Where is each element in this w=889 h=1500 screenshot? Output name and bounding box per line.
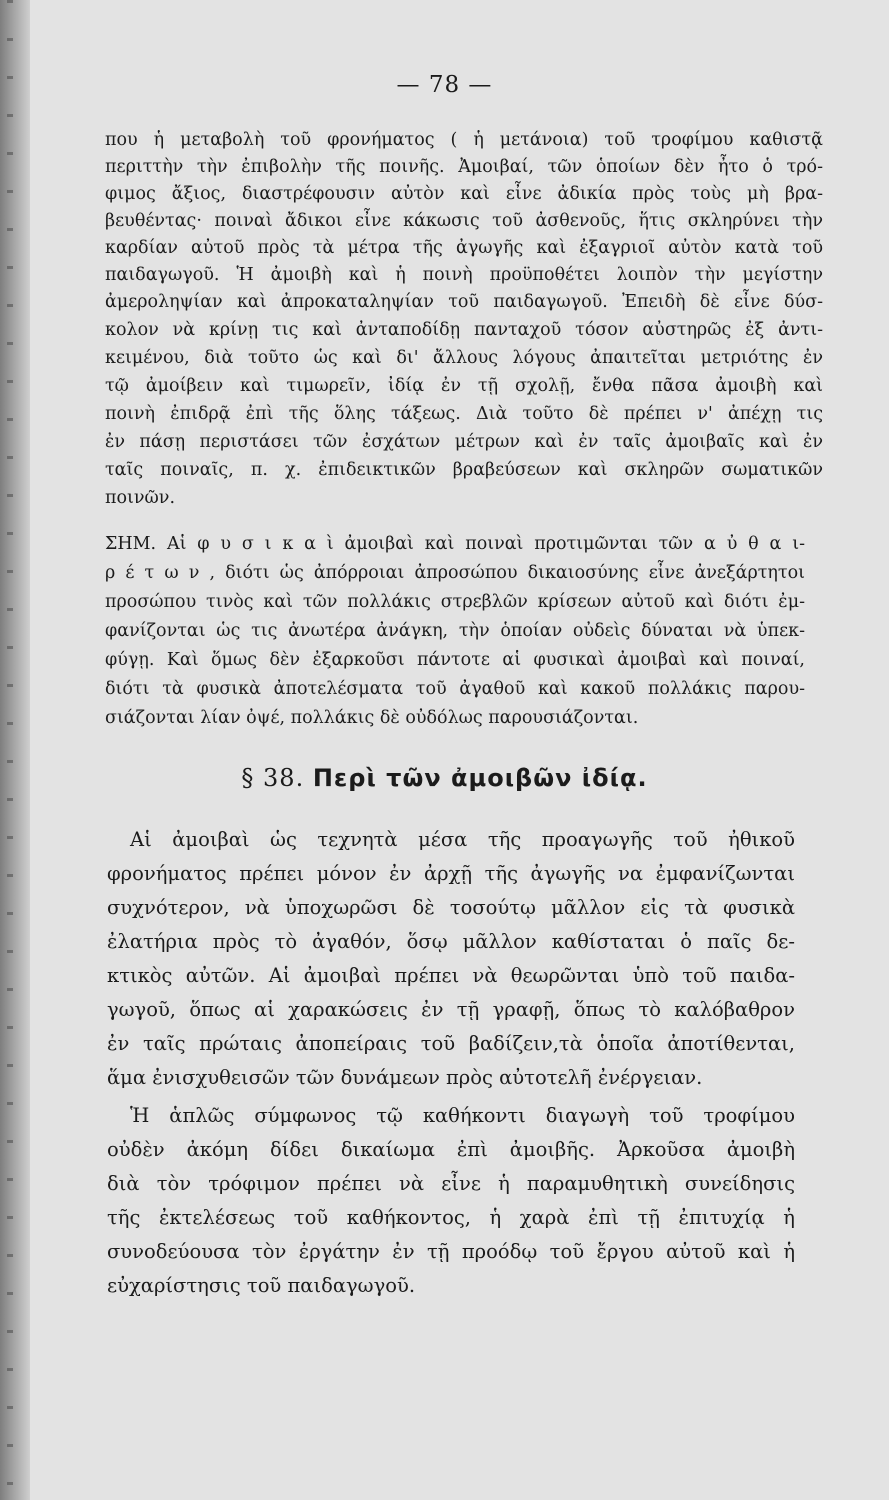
text-line: βευθέντας· ποιναὶ ἄδικοι εἶνε κάκωσις τοῦ ἀσθενοῦς, ἥτις σκληρύνει τὴν: [105, 211, 823, 231]
section-title: Περὶ τῶν ἀμοιβῶν ἰδίᾳ.: [312, 764, 648, 792]
text-line: φιμος ἄξιος, διαστρέφουσιν αὐτὸν καὶ εἶνε ἀδικία πρὸς τοὺς μὴ βρα-: [105, 184, 823, 204]
section-heading: [0, 764, 889, 792]
text-line: ποινῶν.: [105, 488, 176, 508]
book-binding-edge: [0, 0, 30, 1500]
text-line: ἅμα ἐνισχυθεισῶν τῶν δυνάμεων πρὸς αὐτοτελῆ ἐνέργειαν.: [107, 1066, 703, 1089]
text-line: κολον νὰ κρίνῃ τις καὶ ἀνταποδίδῃ πανταχοῦ τόσον αὐστηρῶς ἐξ ἀντι-: [105, 320, 823, 340]
text-line: τῷ ἀμοίβειν καὶ τιμωρεῖν, ἰδίᾳ ἐν τῇ σχολῇ, ἔνθα πᾶσα ἀμοιβὴ καὶ: [105, 376, 823, 396]
text-line: κειμένου, διὰ τοῦτο ὡς καὶ δι' ἄλλους λόγους ἀπαιτεῖται μετριότης ἐν: [105, 348, 823, 368]
text-line: που ἡ μεταβολὴ τοῦ φρονήματος ( ἡ μετάνοια) τοῦ τροφίμου καθιστᾷ: [105, 130, 823, 150]
note-line: φύγῃ. Καὶ ὅμως δὲν ἐξαρκοῦσι πάντοτε αἱ φυσικαὶ ἀμοιβαὶ καὶ ποιναί,: [105, 650, 805, 670]
text-line: κτικὸς αὐτῶν. Αἱ ἀμοιβαὶ πρέπει νὰ θεωρῶνται ὑπὸ τοῦ παιδα-: [107, 964, 795, 987]
text-line: ἐν ταῖς πρώταις ἀποπείραις τοῦ βαδίζειν,τὰ ὁποῖα ἀποτίθενται,: [107, 1032, 795, 1055]
text-line: Αἱ ἀμοιβαὶ ὡς τεχνητὰ μέσα τῆς προαγωγῆς τοῦ ἠθικοῦ: [130, 828, 795, 851]
text-line: φρονήματος πρέπει μόνον ἐν ἀρχῇ τῆς ἀγωγῆς να ἐμφανίζωνται: [107, 862, 795, 885]
text-line: συνοδεύουσα τὸν ἐργάτην ἐν τῇ προόδῳ τοῦ ἔργου αὐτοῦ καὶ ἡ: [107, 1240, 795, 1263]
note-line: φανίζονται ὡς τις ἀνωτέρα ἀνάγκη, τὴν ὁποίαν οὐδεὶς δύναται νὰ ὑπεκ-: [105, 621, 805, 641]
text-line: Ἡ ἁπλῶς σύμφωνος τῷ καθήκοντι διαγωγὴ τοῦ τροφίμου: [130, 1104, 795, 1127]
text-line: ποινὴ ἐπιδρᾷ ἐπὶ τῆς ὅλης τάξεως. Διὰ τοῦτο δὲ πρέπει ν' ἀπέχῃ τις: [105, 404, 823, 424]
note-line: διότι τὰ φυσικὰ ἀποτελέσματα τοῦ ἀγαθοῦ καὶ κακοῦ πολλάκις παρου-: [105, 679, 805, 699]
text-line: συχνότερον, νὰ ὑποχωρῶσι δὲ τοσούτῳ μᾶλλον εἰς τὰ φυσικὰ: [107, 896, 795, 919]
text-line: ἐν πάσῃ περιστάσει τῶν ἐσχάτων μέτρων καὶ ἐν ταῖς ἀμοιβαῖς καὶ ἐν: [105, 432, 823, 452]
text-line: γωγοῦ, ὅπως αἱ χαρακώσεις ἐν τῇ γραφῇ, ὅπως τὸ καλόβαθρον: [107, 998, 795, 1021]
text-line: καρδίαν αὐτοῦ πρὸς τὰ μέτρα τῆς ἀγωγῆς καὶ ἐξαγριοῖ αὐτὸν κατὰ τοῦ: [105, 238, 823, 258]
text-line: παιδαγωγοῦ. Ἡ ἀμοιβὴ καὶ ἡ ποινὴ προϋποθέτει λοιπὸν τὴν μεγίστην: [105, 265, 823, 285]
text-line: διὰ τὸν τρόφιμον πρέπει νὰ εἶνε ἡ παραμυθητικὴ συνείδησις: [107, 1172, 795, 1195]
page-number: — 78 —: [396, 72, 493, 98]
note-line: ΣΗΜ. Αἱ φ υ σ ι κ α ὶ ἀμοιβαὶ καὶ ποιναὶ προτιμῶνται τῶν α ὐ θ α ι-: [105, 534, 805, 554]
note-line: προσώπου τινὸς καὶ τῶν πολλάκις στρεβλῶν κρίσεων αὐτοῦ καὶ διότι ἐμ-: [105, 592, 805, 612]
text-line: εὐχαρίστησις τοῦ παιδαγωγοῦ.: [107, 1274, 416, 1297]
text-line: ἐλατήρια πρὸς τὸ ἀγαθόν, ὅσῳ μᾶλλον καθίσταται ὁ παῖς δε-: [107, 930, 795, 953]
text-line: οὐδὲν ἀκόμη δίδει δικαίωμα ἐπὶ ἀμοιβῆς. Ἀρκοῦσα ἀμοιβὴ: [107, 1138, 795, 1161]
note-line: ρ έ τ ω ν , διότι ὡς ἀπόρροιαι ἀπροσώπου δικαιοσύνης εἶνε ἀνεξάρτητοι: [105, 563, 805, 583]
note-line: σιάζονται λίαν ὀψέ, πολλάκις δὲ οὐδόλως παρουσιάζονται.: [105, 708, 639, 728]
text-line: τῆς ἐκτελέσεως τοῦ καθήκοντος, ἡ χαρὰ ἐπὶ τῇ ἐπιτυχίᾳ ἡ: [107, 1206, 795, 1229]
section-number: § 38.: [241, 764, 305, 792]
text-line: ταῖς ποιναῖς, π. χ. ἐπιδεικτικῶν βραβεύσεων καὶ σκληρῶν σωματικῶν: [105, 460, 823, 480]
text-line: ἀμεροληψίαν καὶ ἀπροκαταληψίαν τοῦ παιδαγωγοῦ. Ἐπειδὴ δὲ εἶνε δύσ-: [105, 292, 823, 312]
binding-stitches: [7, 0, 13, 1500]
text-line: περιττὴν τὴν ἐπιβολὴν τῆς ποινῆς. Ἀμοιβαί, τῶν ὁποίων δὲν ἦτο ὁ τρό-: [105, 157, 823, 177]
